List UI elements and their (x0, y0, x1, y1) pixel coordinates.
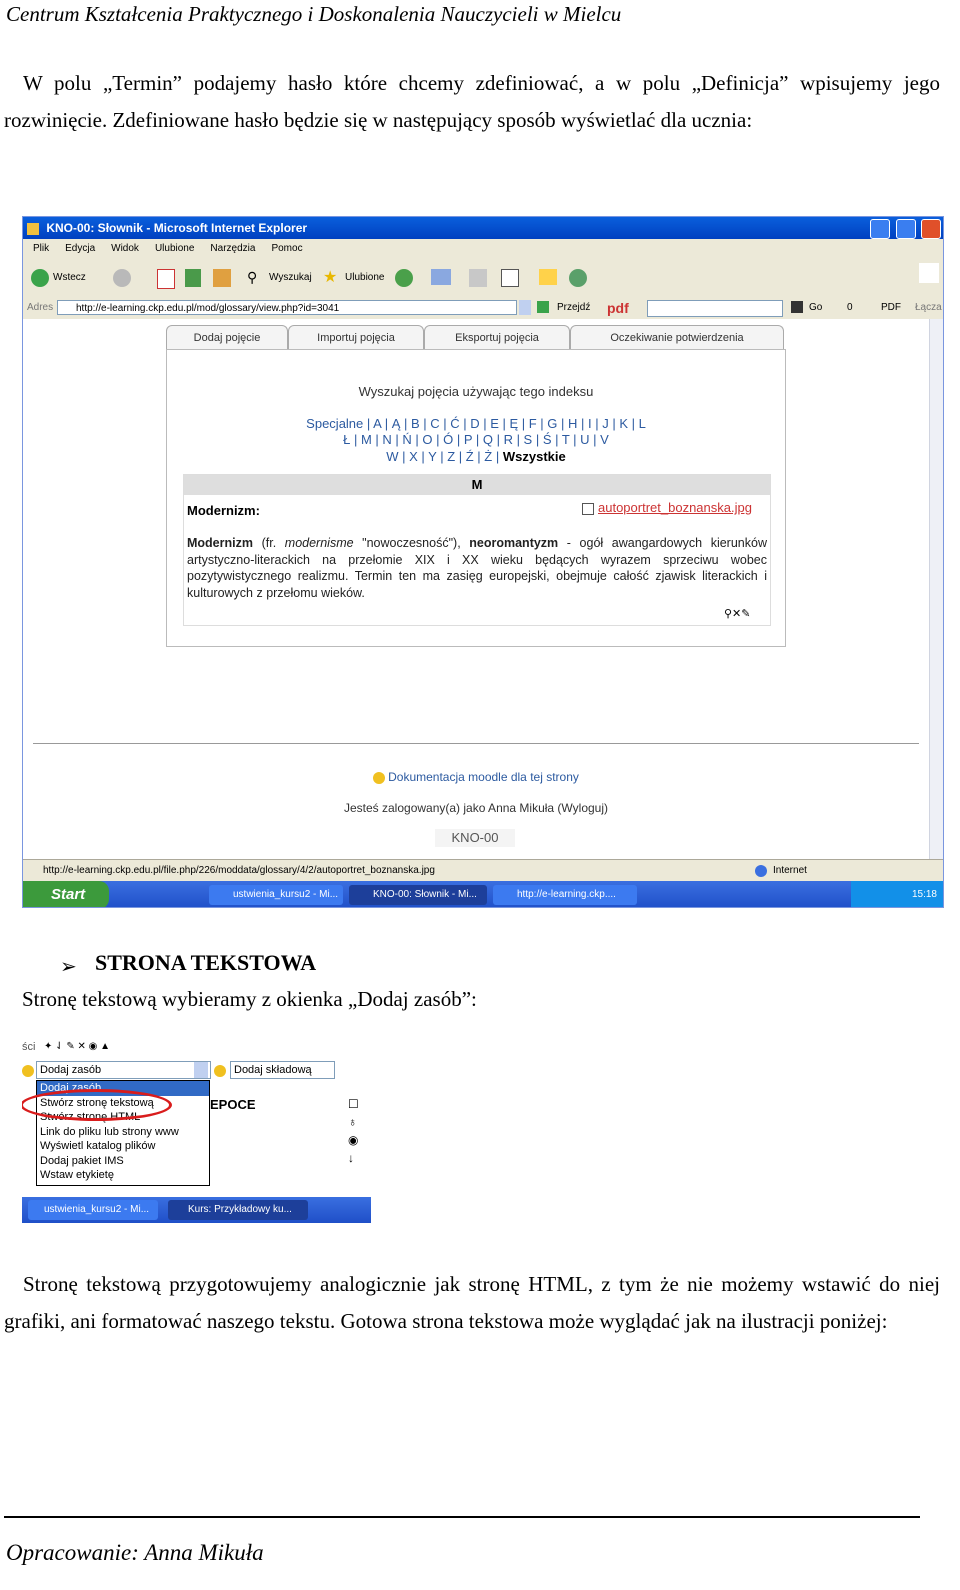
select-arrow-icon[interactable] (194, 1062, 208, 1078)
search-label[interactable]: Wyszukaj (269, 272, 312, 283)
search-index-title: Wyszukaj pojęcia używając tego indeksu (358, 384, 594, 399)
bullet-arrow-icon: ➢ (60, 956, 77, 978)
ie-address-bar (23, 297, 943, 320)
menu-ulubione[interactable]: Ulubione (154, 243, 195, 254)
back-icon[interactable] (31, 269, 49, 287)
attachment-icon (582, 503, 594, 515)
search-icon[interactable]: ⚲ (247, 269, 258, 285)
dd-taskbar-item-2[interactable]: Kurs: Przykładowy ku... (168, 1200, 308, 1220)
add-resource-select[interactable]: Dodaj zasób (36, 1061, 211, 1079)
attachment-link[interactable]: autoportret_boznanska.jpg (598, 500, 752, 515)
search-box[interactable] (647, 300, 783, 317)
list-item[interactable]: Dodaj pakiet IMS (40, 1154, 124, 1167)
list-item[interactable]: Stwórz stronę HTML (40, 1111, 141, 1123)
history-icon[interactable] (395, 269, 413, 287)
index-line-3[interactable] (167, 449, 785, 464)
closing-paragraph: Stronę tekstową przygotowujemy analogicznie jak stronę HTML, z tym że nie możemy wstawić do niej grafiki, ani formatować naszego tekstu. Gotowa strona tekstowa może wyglądać jak na ilustracji poniżej: (4, 1272, 940, 1333)
docs-text[interactable]: Dokumentacja moodle dla tej strony (388, 770, 579, 784)
tab-import[interactable]: Importuj pojęcia (288, 325, 424, 350)
docs-link[interactable] (23, 770, 929, 784)
definition-part2: "nowoczesność"), (353, 536, 470, 550)
footer-rule (4, 1516, 920, 1518)
menu-plik[interactable]: Plik (33, 243, 50, 254)
taskbar-item-2[interactable]: KNO-00: Słownik - Mi... (349, 885, 487, 905)
definition-rest: - ogół awangardowych kierunków artystyczno-literackich na przełomie XIX i XX wieku będących wyrazem sprzeciwu wobec pozytywistycznego realizmu. Termin ten ma zasięg europejski, obejmuje całość zjawisk literackich i kulturowych z przełomu wieków. (187, 536, 767, 600)
taskbar-item-3[interactable]: http://e-learning.ckp.... (493, 885, 637, 905)
partial-left-text: ści (22, 1041, 36, 1053)
course-link[interactable]: KNO-00 (435, 829, 515, 847)
ie-logo-icon (27, 223, 39, 235)
address-input[interactable]: http://e-learning.ckp.edu.pl/mod/glossary/view.php?id=3041 (57, 300, 517, 315)
index-line-2[interactable]: Ł | M | N | Ń | O | Ó | P | Q | R | S | Ś | T | U | V (343, 432, 609, 447)
minimize-button[interactable] (870, 219, 890, 239)
tab-add-term[interactable]: Dodaj pojęcie (166, 325, 288, 350)
definition-term: Modernizm (187, 536, 253, 550)
address-label: Adres (27, 302, 54, 313)
page-header: Centrum Kształcenia Praktycznego i Doskonalenia Nauczycieli w Mielcu (6, 2, 622, 26)
status-zone: Internet (773, 865, 807, 876)
messenger-icon[interactable] (569, 269, 587, 287)
ie-title: KNO-00: Słownik - Microsoft Internet Explorer (46, 221, 308, 235)
pdf-toolbar-button[interactable]: pdf (607, 300, 629, 316)
taskbar-item-1[interactable]: ustwienia_kursu2 - Mi... (209, 885, 343, 905)
list-item[interactable]: Stwórz stronę tekstową (40, 1096, 154, 1109)
menu-widok[interactable]: Widok (111, 243, 139, 254)
menu-pomoc[interactable]: Pomoc (271, 243, 303, 254)
index-all[interactable]: Wszystkie (502, 449, 566, 464)
dd-taskbar-item-1[interactable]: ustwienia_kursu2 - Mi... (28, 1200, 158, 1220)
start-button[interactable]: Start (23, 881, 109, 908)
divider (33, 743, 919, 744)
list-item[interactable]: Link do pliku lub strony www (40, 1125, 179, 1138)
dropdown-taskbar (22, 1197, 371, 1223)
definition-modernisme: modernisme (284, 536, 354, 550)
ie-menubar (23, 239, 943, 259)
list-item[interactable]: Wyświetl katalog plików (40, 1140, 156, 1152)
intro-paragraph: W polu „Termin” podajemy hasło które chcemy zdefiniować, a w polu „Definicja” wpisujemy jego rozwinięcie. Zdefiniowane hasło będzie się w następujący sposób wyświetlać dla ucznia: (4, 71, 940, 132)
scrollbar[interactable] (929, 319, 944, 859)
definition-neo: neoromantyzm (469, 536, 559, 550)
maximize-button[interactable] (896, 219, 916, 239)
section-text: Stronę tekstową wybieramy z okienka „Dodaj zasób”: (22, 987, 477, 1011)
toolbar-icons: ✦ ⇃ ✎ ✕ ◉ ▲ (44, 1041, 111, 1052)
tab-export[interactable]: Eksportuj pojęcia (424, 325, 570, 350)
ie-titlebar (23, 217, 943, 239)
list-item[interactable]: Dodaj zasób (37, 1081, 209, 1096)
clock: 15:18 (851, 881, 944, 908)
forward-icon[interactable] (113, 269, 131, 287)
page-footer: Opracowanie: Anna Mikuła (6, 1540, 264, 1565)
go2-button[interactable]: Go (809, 302, 823, 313)
help-icon-2[interactable] (214, 1065, 226, 1077)
print-icon[interactable] (469, 269, 487, 287)
links-button[interactable]: Łącza (915, 302, 942, 313)
tab-pending[interactable]: Oczekiwanie potwierdzenia (570, 325, 784, 350)
go-arrow-icon[interactable] (537, 301, 549, 313)
refresh-icon[interactable] (185, 269, 201, 287)
side-icons: ☐ ♁ ◉ ↓ (348, 1097, 359, 1165)
favorites-label[interactable]: Ulubione (345, 272, 385, 283)
go2-arrow-icon[interactable] (791, 301, 803, 313)
home-icon[interactable] (213, 269, 231, 287)
stop-icon[interactable] (157, 269, 175, 289)
section-heading: STRONA TEKSTOWA (95, 950, 317, 975)
pdf2-button[interactable]: PDF (881, 302, 901, 313)
ie-screenshot (22, 216, 944, 908)
favorites-icon[interactable]: ★ (323, 269, 338, 286)
edit-icon[interactable] (501, 269, 519, 287)
ie-statusbar (23, 859, 943, 882)
go-button[interactable]: Przejdź (557, 302, 591, 313)
entry-definition (187, 535, 767, 601)
glossary-box (166, 349, 786, 647)
entry-term: Modernizm: (187, 503, 260, 518)
info-icon (373, 772, 385, 784)
partial-label: EPOCE (210, 1097, 256, 1112)
entry-letter: M (184, 475, 770, 495)
glossary-entry (183, 474, 771, 626)
windows-flag-icon (919, 263, 939, 283)
mail-icon[interactable] (431, 269, 451, 285)
definition-part1: (fr. (261, 536, 285, 550)
ie-toolbar (23, 259, 943, 298)
logged-in-text: Jesteś zalogowany(a) jako Anna Mikuła (Wyloguj) (343, 801, 608, 815)
page-content (23, 319, 929, 859)
status-url: http://e-learning.ckp.edu.pl/file.php/226/moddata/glossary/4/2/autoportret_boznanska.jpg (43, 865, 435, 876)
menu-narzedzia[interactable]: Narzędzia (210, 243, 256, 254)
menu-edycja[interactable]: Edycja (65, 243, 96, 254)
back-label[interactable]: Wstecz (53, 272, 86, 283)
counter: 0 (847, 302, 853, 313)
dropdown-screenshot (22, 1025, 371, 1223)
address-dropdown-icon[interactable] (519, 300, 531, 315)
add-component-select[interactable]: Dodaj składową (230, 1061, 335, 1079)
close-button[interactable] (921, 219, 941, 239)
entry-action-icons[interactable]: ⚲✕✎ (724, 608, 751, 620)
globe-icon (755, 865, 767, 877)
taskbar (23, 881, 943, 908)
index-letters-w-z[interactable]: W | X | Y | Z | Ź | Ż | (386, 449, 500, 464)
index-line-1[interactable]: Specjalne | A | Ą | B | C | Ć | D | E | Ę | F | G | H | I | J | K | L (306, 416, 646, 431)
highlight-ellipse (22, 1089, 172, 1121)
glossary-tabs (166, 325, 784, 349)
help-icon-1[interactable] (22, 1065, 34, 1077)
notes-icon[interactable] (539, 269, 557, 285)
list-item[interactable]: Wstaw etykietę (40, 1169, 114, 1181)
